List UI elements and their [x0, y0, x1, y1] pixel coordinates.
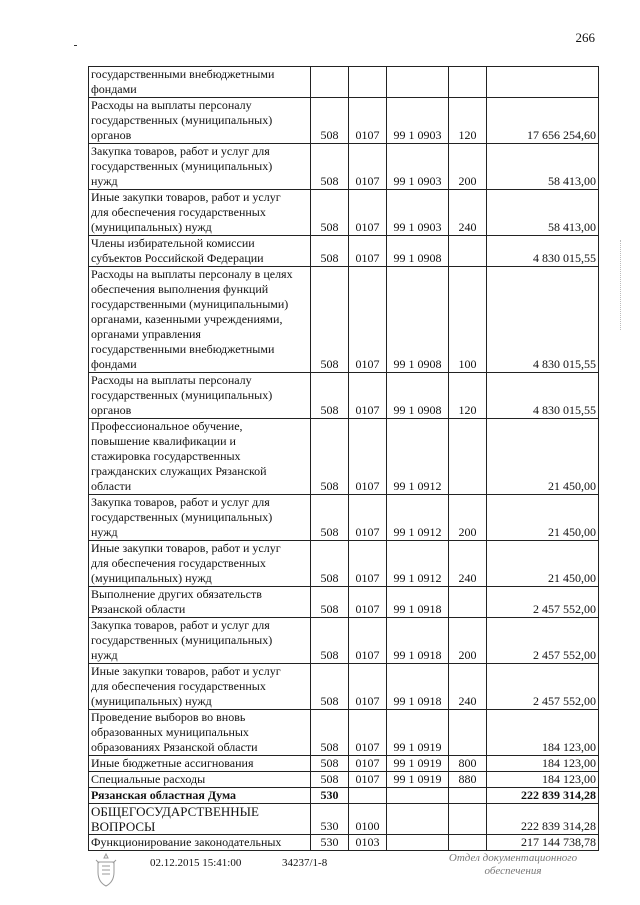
amount: 2 457 552,00 [487, 618, 599, 664]
section-code: 0107 [349, 419, 387, 495]
section-code: 0107 [349, 98, 387, 144]
expense-type-code [449, 236, 487, 267]
amount: 21 450,00 [487, 495, 599, 541]
expense-type-code [449, 710, 487, 756]
department-code: 508 [311, 587, 349, 618]
table-row [89, 710, 599, 756]
amount: 184 123,00 [487, 710, 599, 756]
row-name-line: субъектов Российской Федерации [91, 251, 264, 265]
department-code: 508 [311, 495, 349, 541]
footer-doc-code: 34237/1-8 [282, 857, 328, 869]
row-name-line: ОБЩЕГОСУДАРСТВЕННЫЕ [91, 804, 259, 819]
amount: 222 839 314,28 [487, 788, 599, 804]
section-code: 0107 [349, 144, 387, 190]
row-name-line: Профессиональное обучение, [91, 419, 243, 433]
row-name-line: Закупка товаров, работ и услуг для [91, 144, 270, 158]
budget-table [88, 66, 599, 851]
row-name [89, 236, 311, 267]
expense-type-code: 240 [449, 541, 487, 587]
table-row [89, 236, 599, 267]
row-name-line: обеспечения выполнения функций [91, 282, 269, 296]
row-name [89, 419, 311, 495]
target-article-code: 99 1 0908 [387, 236, 449, 267]
expense-type-code [449, 587, 487, 618]
row-name [89, 710, 311, 756]
footer-department-stamp [438, 852, 588, 878]
expense-type-code: 200 [449, 495, 487, 541]
row-name [89, 144, 311, 190]
stamp-line-1: Отдел документационного [448, 852, 578, 864]
table-row [89, 804, 599, 835]
department-code: 508 [311, 190, 349, 236]
row-name-line: для обеспечения государственных [91, 679, 266, 693]
department-code [311, 67, 349, 98]
row-name-line: государственных (муниципальных) [91, 159, 273, 173]
page-number: 266 [575, 30, 595, 45]
row-name-line: Рязанской области [91, 602, 186, 616]
row-name [89, 835, 311, 851]
department-code: 530 [311, 835, 349, 851]
section-code: 0107 [349, 587, 387, 618]
section-code: 0107 [349, 495, 387, 541]
target-article-code: 99 1 0918 [387, 618, 449, 664]
row-name [89, 267, 311, 373]
target-article-code: 99 1 0908 [387, 267, 449, 373]
row-name-line: образованиях Рязанской области [91, 740, 258, 754]
target-article-code: 99 1 0918 [387, 587, 449, 618]
row-name-line: образованных муниципальных [91, 725, 249, 739]
table-row [89, 144, 599, 190]
section-code [349, 67, 387, 98]
department-code: 530 [311, 804, 349, 835]
target-article-code: 99 1 0912 [387, 541, 449, 587]
table-row [89, 373, 599, 419]
amount: 21 450,00 [487, 419, 599, 495]
amount: 4 830 015,55 [487, 236, 599, 267]
row-name-line: для обеспечения государственных [91, 205, 266, 219]
row-name-line: Функционирование законодательных [91, 835, 282, 849]
row-name-line: нужд [91, 648, 118, 662]
row-name [89, 664, 311, 710]
row-name-line: фондами [91, 82, 137, 96]
row-name [89, 67, 311, 98]
section-code: 0107 [349, 236, 387, 267]
table-row [89, 190, 599, 236]
amount: 2 457 552,00 [487, 587, 599, 618]
target-article-code: 99 1 0912 [387, 495, 449, 541]
row-name-line: (муниципальных) нужд [91, 694, 212, 708]
amount [487, 67, 599, 98]
table-row [89, 772, 599, 788]
department-code: 508 [311, 373, 349, 419]
row-name-line: области [91, 479, 132, 493]
row-name [89, 587, 311, 618]
table-row [89, 541, 599, 587]
row-name-line: (муниципальных) нужд [91, 220, 212, 234]
target-article-code: 99 1 0919 [387, 772, 449, 788]
row-name-line: Расходы на выплаты персоналу в целях [91, 267, 293, 281]
table-row [89, 267, 599, 373]
row-name-line: повышение квалификации и [91, 434, 236, 448]
section-code: 0107 [349, 756, 387, 772]
department-code: 508 [311, 98, 349, 144]
department-code: 508 [311, 144, 349, 190]
table-row [89, 495, 599, 541]
amount: 222 839 314,28 [487, 804, 599, 835]
target-article-code [387, 788, 449, 804]
row-name-line: Члены избирательной комиссии [91, 236, 255, 250]
department-code: 508 [311, 541, 349, 587]
row-name-line: органами, казенными учреждениями, [91, 312, 283, 326]
expense-type-code: 120 [449, 373, 487, 419]
table-row [89, 618, 599, 664]
amount: 4 830 015,55 [487, 267, 599, 373]
amount: 58 413,00 [487, 190, 599, 236]
scan-edge-mark [620, 240, 622, 330]
amount: 217 144 738,78 [487, 835, 599, 851]
target-article-code: 99 1 0919 [387, 710, 449, 756]
section-code: 0107 [349, 664, 387, 710]
target-article-code: 99 1 0903 [387, 190, 449, 236]
row-name-line: государственных (муниципальных) [91, 388, 273, 402]
row-name-line: Расходы на выплаты персоналу [91, 98, 252, 112]
table-row [89, 835, 599, 851]
row-name-line: государственными внебюджетными [91, 67, 275, 81]
row-name-line: для обеспечения государственных [91, 556, 266, 570]
expense-type-code: 800 [449, 756, 487, 772]
target-article-code: 99 1 0918 [387, 664, 449, 710]
department-code: 508 [311, 710, 349, 756]
row-name-line: органов [91, 403, 132, 417]
target-article-code: 99 1 0912 [387, 419, 449, 495]
amount: 2 457 552,00 [487, 664, 599, 710]
row-name-line: Иные закупки товаров, работ и услуг [91, 190, 281, 204]
table-row [89, 587, 599, 618]
amount: 17 656 254,60 [487, 98, 599, 144]
expense-type-code: 240 [449, 190, 487, 236]
row-name [89, 788, 311, 804]
row-name-line: Закупка товаров, работ и услуг для [91, 495, 270, 509]
section-code: 0107 [349, 710, 387, 756]
row-name [89, 98, 311, 144]
table-row [89, 419, 599, 495]
row-name-line: Рязанская областная Дума [91, 788, 237, 802]
department-code: 508 [311, 664, 349, 710]
footer-datetime: 02.12.2015 15:41:00 [150, 857, 242, 869]
row-name [89, 804, 311, 835]
row-name-line: органами управления [91, 327, 201, 341]
section-code: 0107 [349, 618, 387, 664]
table-row [89, 98, 599, 144]
department-code: 508 [311, 419, 349, 495]
amount: 58 413,00 [487, 144, 599, 190]
expense-type-code: 240 [449, 664, 487, 710]
row-name-line: (муниципальных) нужд [91, 571, 212, 585]
expense-type-code: 100 [449, 267, 487, 373]
section-code: 0107 [349, 373, 387, 419]
row-name [89, 756, 311, 772]
row-name-line: Иные закупки товаров, работ и услуг [91, 541, 281, 555]
expense-type-code [449, 419, 487, 495]
row-name-line: Иные закупки товаров, работ и услуг [91, 664, 281, 678]
row-name-line: государственными (муниципальными) [91, 297, 289, 311]
amount: 184 123,00 [487, 756, 599, 772]
target-article-code [387, 67, 449, 98]
row-name [89, 373, 311, 419]
row-name [89, 495, 311, 541]
expense-type-code [449, 788, 487, 804]
table-row [89, 67, 599, 98]
expense-type-code [449, 804, 487, 835]
row-name [89, 190, 311, 236]
department-code: 508 [311, 267, 349, 373]
department-code: 508 [311, 236, 349, 267]
row-name-line: органов [91, 128, 132, 142]
department-code: 508 [311, 618, 349, 664]
expense-type-code: 120 [449, 98, 487, 144]
row-name [89, 772, 311, 788]
expense-type-code [449, 67, 487, 98]
row-name-line: Проведение выборов во вновь [91, 710, 246, 724]
row-name-line: фондами [91, 357, 137, 371]
section-code: 0107 [349, 190, 387, 236]
section-code: 0107 [349, 772, 387, 788]
row-name-line: Специальные расходы [91, 772, 206, 786]
row-name-line: Выполнение других обязательств [91, 587, 262, 601]
section-code: 0107 [349, 267, 387, 373]
row-name-line: стажировка государственных [91, 449, 241, 463]
department-code: 508 [311, 756, 349, 772]
row-name-line: Закупка товаров, работ и услуг для [91, 618, 270, 632]
row-name [89, 541, 311, 587]
row-name-line: государственных (муниципальных) [91, 113, 273, 127]
row-name-line: гражданских служащих Рязанской [91, 464, 267, 478]
row-name-line: государственными внебюджетными [91, 342, 275, 356]
target-article-code: 99 1 0919 [387, 756, 449, 772]
expense-type-code: 880 [449, 772, 487, 788]
target-article-code [387, 835, 449, 851]
row-name [89, 618, 311, 664]
expense-type-code [449, 835, 487, 851]
section-code: 0100 [349, 804, 387, 835]
table-row [89, 788, 599, 804]
target-article-code [387, 804, 449, 835]
row-name-line: нужд [91, 174, 118, 188]
section-code: 0107 [349, 541, 387, 587]
row-name-line: Расходы на выплаты персоналу [91, 373, 252, 387]
row-name-line: нужд [91, 525, 118, 539]
scan-speck [74, 45, 77, 46]
stamp-line-2: обеспечения [484, 865, 542, 877]
section-code [349, 788, 387, 804]
expense-type-code: 200 [449, 144, 487, 190]
target-article-code: 99 1 0903 [387, 144, 449, 190]
table-row [89, 664, 599, 710]
section-code: 0103 [349, 835, 387, 851]
target-article-code: 99 1 0908 [387, 373, 449, 419]
row-name-line: Иные бюджетные ассигнования [91, 756, 254, 770]
expense-type-code: 200 [449, 618, 487, 664]
amount: 4 830 015,55 [487, 373, 599, 419]
amount: 21 450,00 [487, 541, 599, 587]
row-name-line: государственных (муниципальных) [91, 633, 273, 647]
coat-of-arms-icon [92, 852, 120, 888]
department-code: 508 [311, 772, 349, 788]
amount: 184 123,00 [487, 772, 599, 788]
row-name-line: государственных (муниципальных) [91, 510, 273, 524]
table-row [89, 756, 599, 772]
target-article-code: 99 1 0903 [387, 98, 449, 144]
department-code: 530 [311, 788, 349, 804]
row-name-line: ВОПРОСЫ [91, 819, 156, 834]
